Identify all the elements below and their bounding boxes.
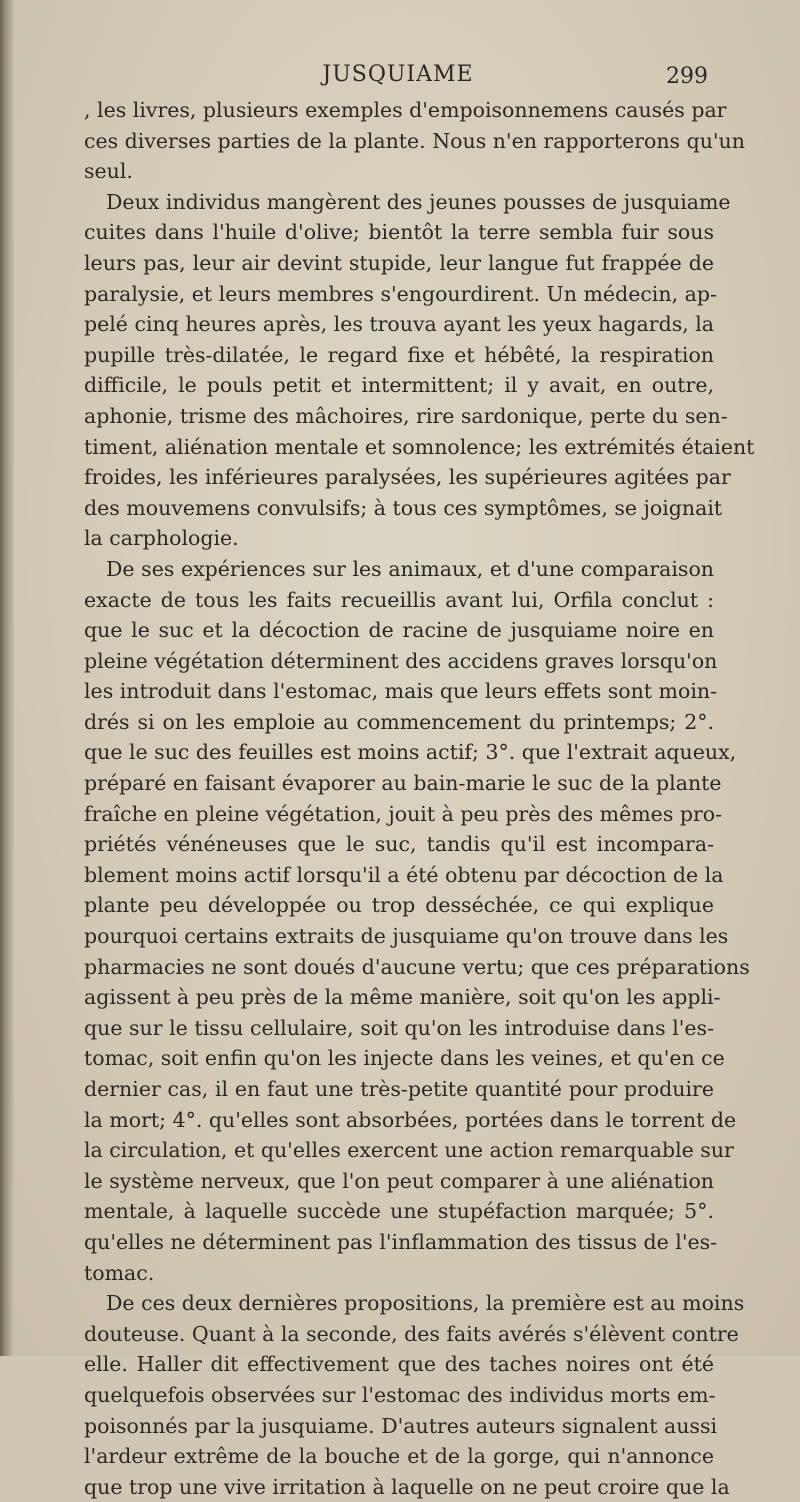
text-line: pleine végétation déterminent des accidens graves lorsqu'on	[84, 648, 718, 673]
text-line: difficile, le pouls petit et intermittent; il y avait, en outre,	[84, 373, 714, 398]
text-line: Deux individus mangèrent des jeunes pousses de jusquiame	[106, 189, 731, 214]
text-line: plante peu développée ou trop desséchée, ce qui explique	[84, 893, 714, 918]
text-line: tomac, soit enfin qu'on les injecte dans les veines, et qu'en ce	[84, 1046, 725, 1071]
text-line: leurs pas, leur air devint stupide, leur langue fut frappée de	[84, 250, 714, 275]
text-line: la carphologie.	[84, 526, 239, 551]
text-line: aphonie, trisme des mâchoires, rire sardonique, perte du sen-	[84, 403, 728, 428]
text-line: priétés vénéneuses que le suc, tandis qu'il est incompara-	[84, 832, 714, 857]
text-line: paralysie, et leurs membres s'engourdirent. Un médecin, ap-	[84, 281, 717, 306]
body-text	[84, 95, 755, 1502]
page-binding-edge	[0, 0, 14, 1356]
page-number: 299	[666, 64, 708, 89]
text-line: pharmacies ne sont doués d'aucune vertu; que ces préparations	[84, 954, 750, 979]
text-line: pourquoi certains extraits de jusquiame qu'on trouve dans les	[84, 924, 729, 949]
text-line: le système nerveux, que l'on peut comparer à une aliénation	[84, 1168, 714, 1193]
text-line: , les livres, plusieurs exemples d'empoisonnemens causés par	[84, 98, 727, 122]
text-line: qu'elles ne déterminent pas l'inflammation des tissus de l'es-	[84, 1229, 718, 1254]
text-line: douteuse. Quant à la seconde, des faits avérés s'élèvent contre	[84, 1321, 739, 1346]
text-line: préparé en faisant évaporer au bain-marie le suc de la plante	[84, 771, 722, 796]
text-line: fraîche en pleine végétation, jouit à peu près des mêmes pro-	[84, 801, 723, 826]
text-line: seul.	[84, 159, 133, 184]
text-line: des mouvemens convulsifs; à tous ces symptômes, se joignait	[84, 495, 723, 520]
text-line: ces diverses parties de la plante. Nous n'en rapporterons qu'un	[84, 128, 745, 153]
text-line: blement moins actif lorsqu'il a été obtenu par décoction de la	[84, 862, 724, 887]
text-line: les introduit dans l'estomac, mais que leurs effets sont moin-	[84, 679, 718, 704]
text-line: elle. Haller dit effectivement que des taches noires ont été	[84, 1352, 714, 1377]
text-line: mentale, à laquelle succède une stupéfaction marquée; 5°.	[84, 1199, 714, 1224]
text-line: De ses expériences sur les animaux, et d'une comparaison	[106, 556, 714, 581]
running-title: JUSQUIAME	[322, 62, 474, 87]
text-line: l'ardeur extrême de la bouche et de la gorge, qui n'annonce	[84, 1444, 714, 1469]
text-line: que le suc des feuilles est moins actif; 3°. que l'extrait aqueux,	[84, 740, 737, 765]
text-line: De ces deux dernières propositions, la première est au moins	[106, 1291, 745, 1316]
text-line: timent, aliénation mentale et somnolence; les extrémités étaient	[84, 434, 755, 459]
text-line: agissent à peu près de la même manière, soit qu'on les appli-	[84, 985, 721, 1010]
text-line: cuites dans l'huile d'olive; bientôt la terre sembla fuir sous	[84, 220, 714, 245]
text-line: drés si on les emploie au commencement du printemps; 2°.	[84, 709, 714, 734]
text-line: que trop une vive irritation à laquelle on ne peut croire que la	[84, 1474, 730, 1499]
running-header	[82, 62, 714, 92]
text-line: pupille très-dilatée, le regard fixe et hébêté, la respiration	[84, 342, 714, 367]
text-line: la circulation, et qu'elles exercent une action remarquable sur	[84, 1138, 734, 1163]
text-line: dernier cas, il en faut une très-petite quantité pour produire	[84, 1077, 714, 1101]
text-line: froides, les inférieures paralysées, les supérieures agitées par	[84, 465, 731, 490]
text-line: que le suc et la décoction de racine de jusquiame noire en	[84, 618, 714, 643]
text-line: la mort; 4°. qu'elles sont absorbées, portées dans le torrent de	[84, 1107, 737, 1132]
text-line: exacte de tous les faits recueillis avant lui, Orfila conclut :	[84, 587, 714, 612]
text-line: pelé cinq heures après, les trouva ayant les yeux hagards, la	[84, 312, 715, 337]
text-line: poisonnés par la jusquiame. D'autres auteurs signalent aussi	[84, 1413, 718, 1438]
text-line: que sur le tissu cellulaire, soit qu'on les introduise dans l'es-	[84, 1015, 714, 1040]
text-line: quelquefois observées sur l'estomac des individus morts em-	[84, 1382, 716, 1407]
text-line: tomac.	[84, 1260, 155, 1285]
